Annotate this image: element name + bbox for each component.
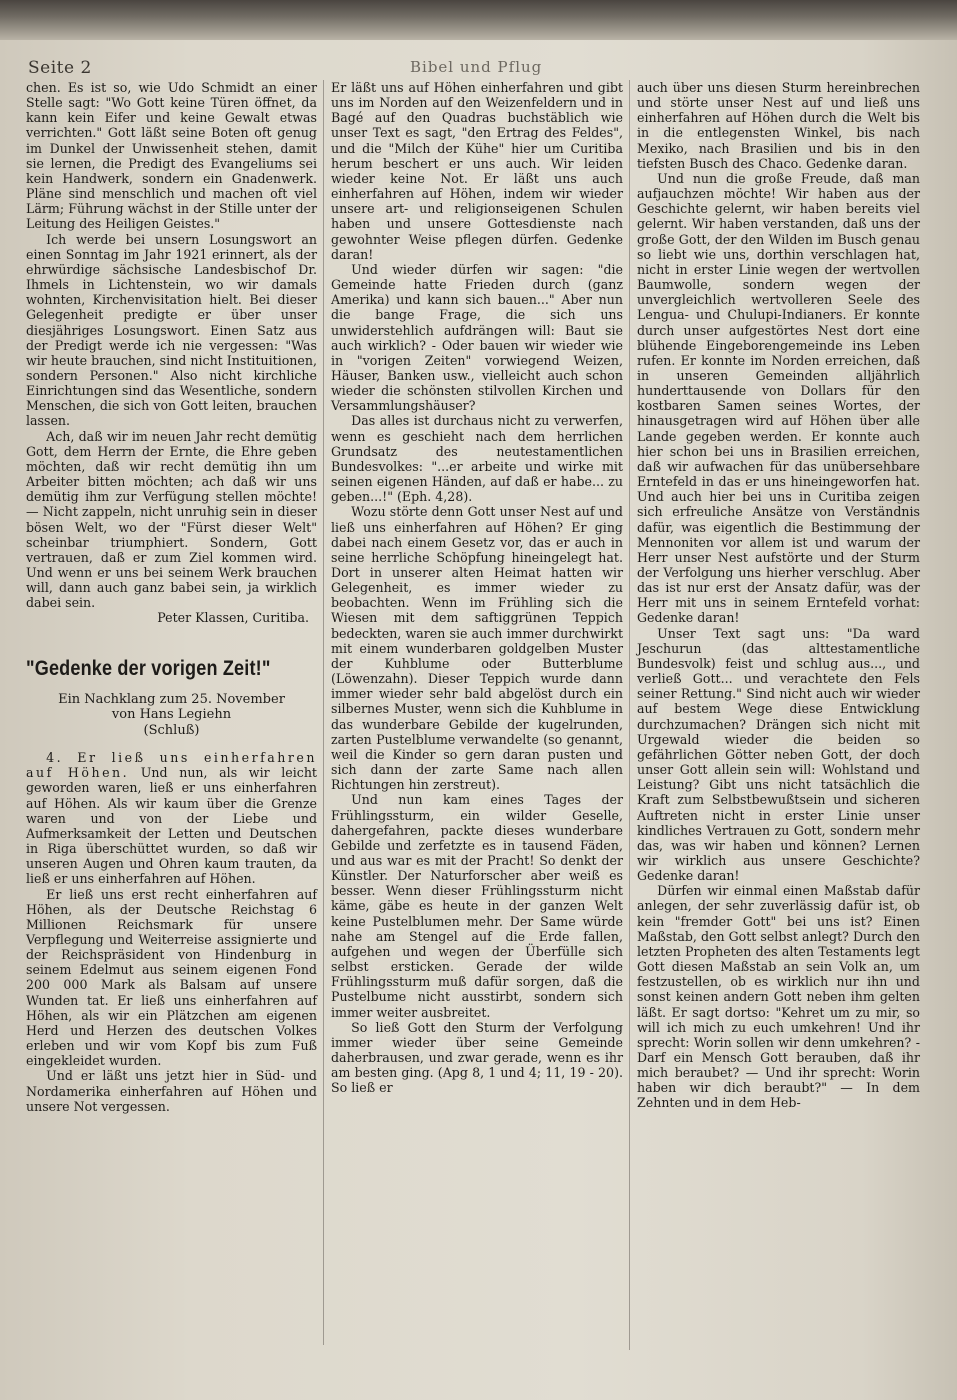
page-number: Seite 2	[28, 58, 92, 78]
article-subtitle: Ein Nachklang zum 25. November	[58, 691, 285, 707]
paragraph: Unser Text sagt uns: "Da ward Jeschurun (das alttestamentliche Bundesvolk) feist und schlug aus..., und verließ Gott... und verachtete den Fels seiner Rettung." Sind nicht auch wir wieder auf bestem Wege diese Entwicklung durchzumachen? Drängen sich nicht mit Urgewald wieder die beiden so gefährlichen Götter neben Gott, der doch unser Gott allein sein will: Wohlstand und Leistung? Gibt uns nicht tatsächlich die Kraft zum Selbstbewußtsein und sicheren Auftreten nicht in erster Linie unser kindliches Vertrauen zu Gott, sondern mehr das, was wir haben und können? Lernen wir wirklich aus unsere Geschichte? Gedenke daran!	[637, 625, 920, 884]
column-3	[637, 80, 920, 1111]
publication-title: Bibel und Pflug	[410, 58, 543, 76]
paragraph: Ich werde bei unsern Losungswort an einen Sonntag im Jahr 1921 erinnert, als der ehrwürdige sächsische Landesbischof Dr. Ihmels in Lichtenstein, wo wir damals wohnten, Kirchenvisitation hielt. Bei dieser Gelegenheit predigte er über unser diesjähriges Losungswort. Einen Satz aus der Predigt werde ich nie vergessen: "Was wir heute brauchen, sind nicht Instituitionen, sondern Personen." Also nicht kirchliche Einrichtungen sind das Wesentliche, sondern Menschen, die sich von Gott leiten, brauchen lassen.	[26, 231, 317, 429]
paragraph: Er läßt uns auf Höhen einherfahren und gibt uns im Norden auf den Weizenfeldern und in Bagé auf den Quadras buchstäblich wie unser Text es sagt, "den Ertrag des Feldes", und die "Milch der Kühe" hier um Curitiba herum beschert er uns auch. Wir leiden wieder keine Not. Er läßt uns auch einherfahren auf Höhen, indem wir wieder unsere art- und religionseigenen Schulen haben und unsere Gottesdienste nach gewohnter Weise pflegen dürfen. Gedenke daran!	[331, 80, 623, 262]
column-divider	[629, 80, 630, 1350]
column-1	[26, 80, 317, 1114]
paragraph: Ach, daß wir im neuen Jahr recht demütig Gott, dem Herrn der Ernte, die Ehre geben möchten, daß wir recht demütig ihn um Arbeiter bitten möchten; ach daß wir uns demütig ihm zur Verfügung stellen möchte! — Nicht zappeln, nicht unruhig sein in dieser bösen Welt, wo der "Fürst dieser Welt" scheinbar triumphiert. Sondern, Gott vertrauen, daß er zum Ziel kommen wird. Und wenn er uns bei seinem Werk brauchen will, dann auch ganz babei sein, ja wirklich dabei sein.	[26, 428, 317, 611]
article-title: "Gedenke der vorigen Zeit!"	[26, 656, 271, 680]
article-author: von Hans Legiehn	[111, 707, 232, 723]
column-divider	[323, 80, 324, 1345]
paragraph: Dürfen wir einmal einen Maßstab dafür anlegen, der sehr zuverlässig dafür ist, ob kein "fremder Gott" bei uns ist? Einen Maßstab, den Gott selbst anlegt? Durch den letzten Propheten des alten Testaments legt Gott diesen Maßstab an sein Volk an, um festzustellen, ob es wirklich nur ihn und sonst keinen andern Gott neben ihm gelten läßt. Er sagt dortso: "Kehret um zu mir, so will ich mich zu euch umkehren! Und ihr sprecht: Worin sollen wir denn umkehren? - Darf ein Mensch Gott berauben, daß ihr mich beraubet? — Und ihr sprecht: Worin haben wir dich beraubt?" — In dem Zehnten und in dem Heb-	[637, 883, 920, 1111]
section-lead: 4. Er ließ uns einherfahren auf Höhen.	[26, 750, 317, 781]
paragraph: Und nun die große Freude, daß man aufjauchzen möchte! Wir haben aus der Geschichte gelernt, wir haben bereits viel gelernt. Wir haben verstanden, daß uns der große Gott, der den Wilden im Busch genau so liebt wie uns, dorthin verschlagen hat, nicht in erster Linie wegen der wertvollen Baumwolle, sondern wegen der unvergleichlich wertvolleren Seele des Lengua- und Chulupi-Indianers. Er konnte durch unser aufgestörtes Nest dort eine blühende Eingeborengemeinde ins Leben rufen. Er konnte im Norden erreichen, daß in unseren Gemeinden alljährlich hunderttausende von Dollars für den kostbaren Samen seines Wortes, der hinausgetragen wird auf Höhen über alle Lande gegeben werden. Er konnte auch hier schon bei uns in Brasilien erreichen, daß wir aufwachen für das unübersehbare Erntefeld in das er uns hineingeworfen hat. Und auch hier bei uns in Curitiba zeigen sich erfreuliche Ansätze von Verständnis dafür, was eigentlich die Bestimmung der Mennoniten vor allem ist und warum der Herr unser Nest aufstörte und der Sturm der Verfolgung uns hierher verschlug. Aber das ist nur erst der Ansatz dafür, was der Herr mit uns in seinem Erntefeld vorhat: Gedenke daran!	[637, 170, 920, 626]
paragraph: Wozu störte denn Gott unser Nest auf und ließ uns einherfahren auf Höhen? Er ging dabei nach einem Gesetz vor, das er auch in seine herrliche Schöpfung hineingelegt hat. Dort in unserer alten Heimat hatten wir Gelegenheit, es immer wieder zu beobachten. Wenn im Frühling sich die Wiesen mit dem saftiggrünen Teppich bedeckten, waren sie auch immer durchwirkt mit einem wunderbaren goldgelben Muster der Kuhblume oder Butterblume (Löwenzahn). Dieser Teppich wurde dann immer wieder sehr bald abgelöst durch ein silbernes Muster, wenn sich die Kuhblume in das wunderbare Gebilde der kugelrunden, zarten Pustelblume verwandelte (so genannt, weil die Kinder so gern daran pusten und sich dann der zarte Same nach allen Richtungen hin zerstreut).	[331, 504, 623, 793]
spacer	[26, 738, 317, 750]
paragraph: Das alles ist durchaus nicht zu verwerfen, wenn es geschieht nach dem herrlichen Grundsatz des neutestamentlichen Bundesvolkes: "...er arbeite und wirke mit seinen eigenen Händen, auf daß er habe... zu geben...!" (Eph. 4,28).	[331, 413, 623, 505]
paragraph: chen. Es ist so, wie Udo Schmidt an einer Stelle sagt: "Wo Gott keine Türen öffnet, da kann kein Eifer und keine Gewalt etwas verrichten." Gott läßt seine Boten oft genug im Dunkel der Unwissenheit stehen, damit sie lernen, die Predigt des Evangeliums sei kein Handwerk, sondern ein Gnadenwerk. Pläne sind menschlich und machen oft viel Lärm; Führung wächst in der Stille unter der Leitung des Heiligen Geistes."	[26, 80, 317, 232]
paragraph-text: Und nun, als wir leicht geworden waren, ließ er uns einherfahren auf Höhen. Als wir kaum über die Grenze waren und von der Liebe und Aufmerksamkeit der Letten und Deutschen in Riga überschüttet wurden, so daß wir unseren Augen und Ohren kaum trauten, da ließ er uns einherfahren auf Höhen.	[26, 765, 317, 887]
column-2	[331, 80, 623, 1095]
author-signature: Peter Klassen, Curitiba.	[157, 610, 309, 626]
scan-top-edge	[0, 0, 957, 40]
paragraph: Er ließ uns erst recht einherfahren auf Höhen, als der Deutsche Reichstag 6 Millionen Reichsmark für unsere Verpflegung und Weiterreise assignierte und der Reichspräsident von Hindenburg in seinem Edelmut aus seinem eigenen Fond 200 000 Mark als Balsam auf unsere Wunden tat. Er ließ uns einherfahren auf Höhen, als wir ein Plätzchen am eigenen Herd und Herzen des deutschen Volkes erleben und wir vom Kopf bis zum Fuß eingekleidet wurden.	[26, 886, 317, 1069]
paragraph: So ließ Gott den Sturm der Verfolgung immer wieder über seine Gemeinde daherbrausen, und zwar gerade, wenn es ihr am besten ging. (Apg 8, 1 und 4; 11, 19 - 20). So ließ er	[331, 1019, 623, 1096]
paragraph: Und er läßt uns jetzt hier in Süd- und Nordamerika einherfahren auf Höhen und unsere Not vergessen.	[26, 1068, 317, 1114]
paragraph: Und wieder dürfen wir sagen: "die Gemeinde hatte Frieden durch (ganz Amerika) und kann sich bauen..." Aber nun die bange Frage, die sich uns unwiderstehlich aufdrängen will: Baut sie auch wirklich? - Oder bauen wir wieder wie in "vorigen Zeiten" vorwiegend Weizen, Häuser, Banken usw., vielleicht auch schon wieder die schönsten stilvollen Kirchen und Versammlungshäuser?	[331, 261, 623, 414]
paragraph: Und nun kam eines Tages der Frühlingssturm, ein wilder Geselle, dahergefahren, packte dieses wunderbare Gebilde und zerfetzte es in tausend Fäden, und aus war es mit der Pracht! So denkt der Künstler. Der Naturforscher aber weiß es besser. Wenn dieser Frühlingssturm nicht käme, gäbe es heute in der ganzen Welt keine Pustelblumen mehr. Der Same würde nahe am Stengel auf die Erde fallen, aufgehen und wegen der Überfülle sich selbst ersticken. Gerade der wilde Frühlingssturm muß dafür sorgen, daß die Pustelbume nicht ausstirbt, sondern sich immer weiter ausbreitet.	[331, 792, 623, 1020]
paragraph: auch über uns diesen Sturm hereinbrechen und störte unser Nest auf und ließ uns einherfahren auf Höhen durch die Welt bis in die entlegensten Winkel, bis nach Mexiko, nach Brasilien und bis in den tiefsten Busch des Chaco. Gedenke daran.	[637, 80, 920, 171]
article-continuation-note: (Schluß)	[143, 722, 200, 738]
paragraph	[26, 750, 317, 886]
